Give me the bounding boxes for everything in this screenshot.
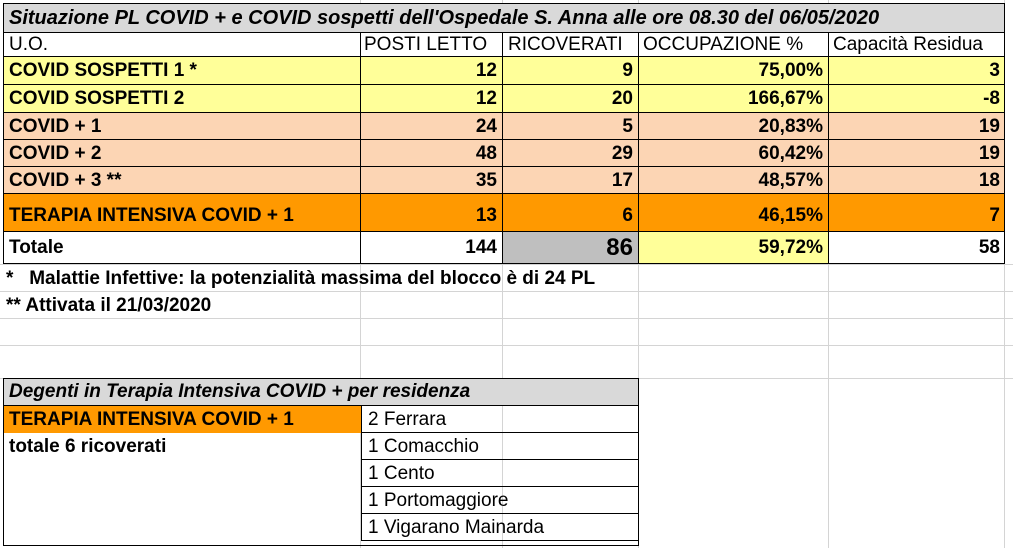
grid-line: [0, 318, 1013, 319]
header-uo[interactable]: U.O.: [3, 33, 361, 57]
row-posti[interactable]: 12: [361, 57, 503, 85]
residence-entry[interactable]: 1 Vigarano Mainarda: [361, 514, 639, 541]
row-residua[interactable]: 19: [829, 113, 1005, 140]
row-ricoverati[interactable]: 5: [503, 113, 639, 140]
row-ricoverati[interactable]: 20: [503, 85, 639, 113]
row-occupazione[interactable]: 75,00%: [639, 57, 829, 85]
header-capacita-residua[interactable]: Capacità Residua: [829, 33, 1005, 57]
row-residua[interactable]: 7: [829, 194, 1005, 232]
row-posti[interactable]: 24: [361, 113, 503, 140]
header-posti-letto[interactable]: POSTI LETTO: [361, 33, 503, 57]
total-ricoverati[interactable]: 86: [503, 232, 639, 264]
header-occupazione[interactable]: OCCUPAZIONE %: [639, 33, 829, 57]
residence-title[interactable]: Degenti in Terapia Intensiva COVID + per residenza: [3, 378, 639, 406]
row-uo[interactable]: COVID SOSPETTI 2: [3, 85, 361, 113]
residence-total[interactable]: totale 6 ricoverati: [9, 436, 167, 457]
total-label[interactable]: Totale: [3, 232, 361, 264]
grid-line: [0, 291, 1013, 292]
row-residua[interactable]: 19: [829, 140, 1005, 167]
residence-unit[interactable]: TERAPIA INTENSIVA COVID + 1: [3, 406, 361, 433]
row-posti[interactable]: 13: [361, 194, 503, 232]
grid-line: [0, 345, 1013, 346]
residence-entry[interactable]: 1 Cento: [361, 460, 639, 487]
row-posti[interactable]: 12: [361, 85, 503, 113]
row-ricoverati[interactable]: 6: [503, 194, 639, 232]
table-title[interactable]: Situazione PL COVID + e COVID sospetti dell'Ospedale S. Anna alle ore 08.30 del 06/05/2020: [3, 3, 1005, 33]
residence-entry[interactable]: 2 Ferrara: [361, 406, 639, 433]
row-uo[interactable]: COVID SOSPETTI 1 *: [3, 57, 361, 85]
row-occupazione[interactable]: 166,67%: [639, 85, 829, 113]
row-posti[interactable]: 48: [361, 140, 503, 167]
total-occupazione[interactable]: 59,72%: [639, 232, 829, 264]
row-uo[interactable]: COVID + 2: [3, 140, 361, 167]
row-residua[interactable]: 18: [829, 167, 1005, 194]
row-ricoverati[interactable]: 29: [503, 140, 639, 167]
row-ricoverati[interactable]: 9: [503, 57, 639, 85]
row-uo[interactable]: COVID + 3 **: [3, 167, 361, 194]
row-posti[interactable]: 35: [361, 167, 503, 194]
header-ricoverati[interactable]: RICOVERATI: [503, 33, 639, 57]
row-uo[interactable]: TERAPIA INTENSIVA COVID + 1: [3, 194, 361, 232]
residence-entry[interactable]: 1 Portomaggiore: [361, 487, 639, 514]
row-residua[interactable]: -8: [829, 85, 1005, 113]
grid-line: [0, 264, 1013, 265]
row-occupazione[interactable]: 48,57%: [639, 167, 829, 194]
total-residua[interactable]: 58: [829, 232, 1005, 264]
row-residua[interactable]: 3: [829, 57, 1005, 85]
row-occupazione[interactable]: 20,83%: [639, 113, 829, 140]
residence-entry[interactable]: 1 Comacchio: [361, 433, 639, 460]
row-ricoverati[interactable]: 17: [503, 167, 639, 194]
row-occupazione[interactable]: 46,15%: [639, 194, 829, 232]
row-occupazione[interactable]: 60,42%: [639, 140, 829, 167]
note-suspect[interactable]: * Malattie Infettive: la potenzialità massima del blocco è di 24 PL: [6, 267, 596, 289]
note-activation[interactable]: ** Attivata il 21/03/2020: [6, 294, 212, 316]
row-uo[interactable]: COVID + 1: [3, 113, 361, 140]
total-posti[interactable]: 144: [361, 232, 503, 264]
